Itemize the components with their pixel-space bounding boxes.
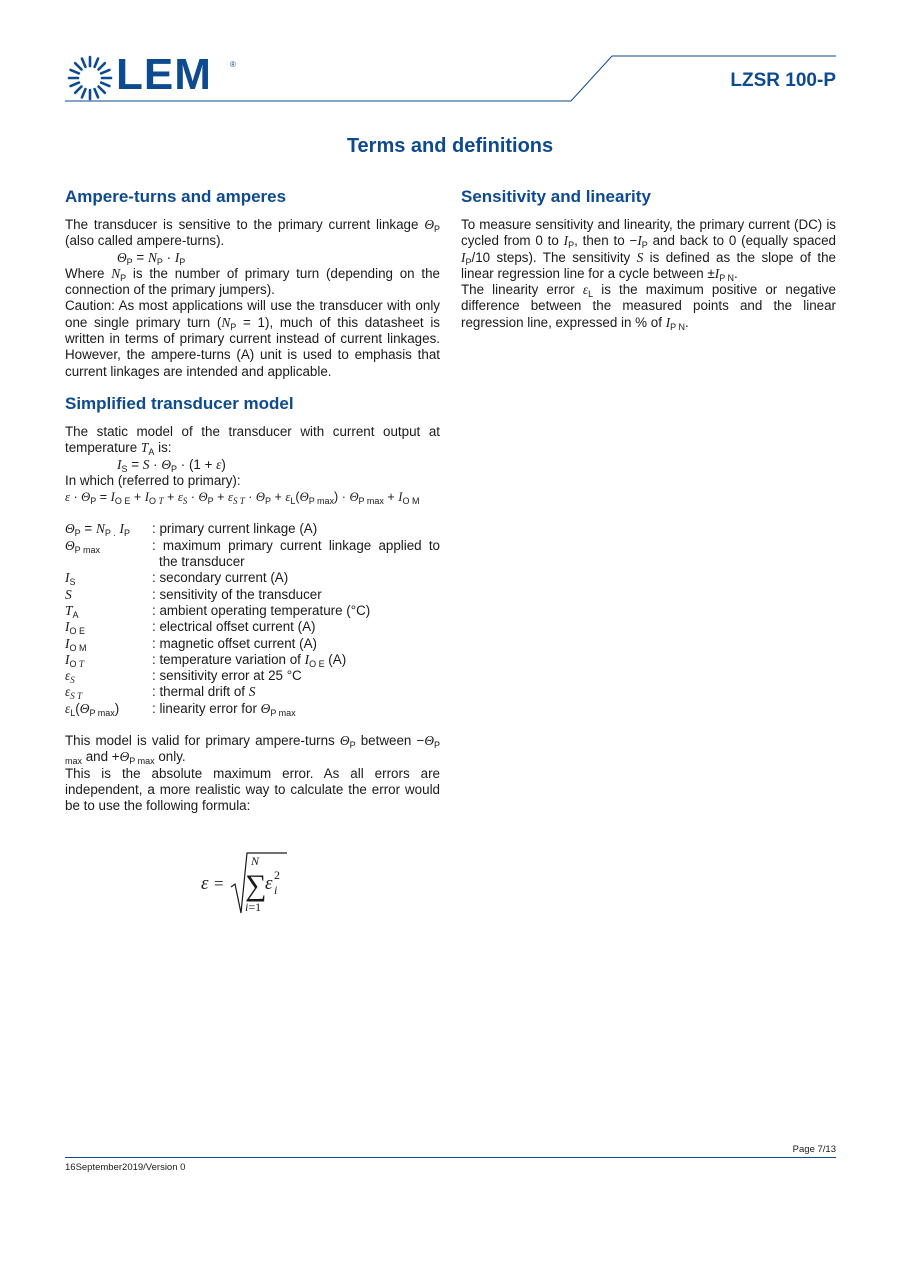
page-number: Page 7/13: [792, 1144, 836, 1155]
svg-text:2: 2: [274, 867, 280, 882]
sunburst-ray: [98, 86, 104, 92]
paragraph: The transducer is sensitive to the primary current linkage $\Theta_P$ (also called ampere-turns).: [65, 217, 440, 249]
definition-row: $I_{O E}$ : electrical offset current (A): [65, 619, 316, 637]
sunburst-ray: [71, 83, 79, 86]
paragraph-linearity: The linearity error $\varepsilon_L$ is the maximum positive or negative difference between the measured points and the linear regression line, expressed in % of $I_{P N}$.: [461, 282, 836, 332]
svg-text:ε: ε: [201, 872, 209, 894]
sunburst-ray: [95, 89, 98, 97]
sunburst-ray: [82, 59, 85, 67]
paragraph: In which (referred to primary):: [65, 472, 241, 488]
paragraph-sensitivity: To measure sensitivity and linearity, the primary current (DC) is cycled from 0 to $I_P$, then to $-I_P$ and back to 0 (equally spaced $I_P/10$ steps). The sensitivity S is defined as the slope of the linear regression line for a cycle between $\pm I_{P N}$.: [461, 217, 836, 283]
registered-mark: ®: [230, 60, 236, 69]
svg-text:N: N: [251, 853, 260, 868]
paragraph-validity: This model is valid for primary ampere-turns $\Theta_P$ between $-\Theta_{P max}$ and $+\Theta_{P max}$ only.: [65, 733, 441, 767]
product-code: LZSR 100-P: [730, 70, 836, 91]
sunburst-ray: [75, 86, 81, 92]
equation-theta-p: $\Theta_P = N_P \cdot I_P$: [117, 249, 186, 267]
spacer: [65, 505, 440, 521]
svg-text:∑: ∑: [245, 868, 267, 902]
lem-logo: [66, 50, 241, 102]
sunburst-icon: [66, 54, 114, 102]
sunburst-ray: [101, 70, 109, 73]
definition-row: $\Theta_{P max}$ : maximum primary current linkage applied to the transducer: [65, 537, 440, 570]
left-column: [65, 186, 440, 921]
sunburst-ray: [98, 63, 104, 69]
spacer: [65, 717, 440, 733]
sunburst-ray: [75, 63, 81, 69]
definition-row: $\varepsilon_{S T}$ : thermal drift of S: [65, 684, 256, 702]
sunburst-ray: [71, 70, 79, 73]
page-title: Terms and definitions: [346, 135, 554, 157]
logo-wordmark: LEM: [116, 50, 212, 99]
sunburst-ray: [82, 89, 85, 97]
definition-row: $\Theta_P = N_{P .}$ $I_P$ : primary current linkage (A): [65, 521, 318, 539]
section-heading-transducer-model: Simplified transducer model: [65, 393, 294, 413]
svg-text:ε: ε: [265, 872, 273, 894]
definition-row: $I_{O T}$ : temperature variation of $I_{O E}$ (A): [65, 651, 347, 669]
rss-error-formula: [201, 851, 301, 921]
right-column: [461, 186, 836, 331]
paragraph-caution: Caution: As most applications will use the transducer with only one single primary turn $(N_P = 1)$, much of this datasheet is written in terms of primary current instead of current linkages. However, the ampere-turns (A) unit is used to emphasis that current linkages are intended and applicable.: [65, 298, 440, 379]
section-heading-ampere-turns: Ampere-turns and amperes: [65, 187, 287, 206]
definition-row: $\varepsilon_L(\Theta_{P max})$ : linearity error for $\Theta_{P max}$: [65, 700, 296, 718]
paragraph: The static model of the transducer with current output at temperature $T_A$ is:: [65, 423, 440, 458]
equation-error-model: $\varepsilon \cdot \Theta_P = I_{O E} + I_{O T} + \varepsilon_S \cdot \Theta_P + \varepsilon_{S T} \cdot \Theta_P + \varepsilon_L(\Theta_{P max}) \cdot \Theta_{P max} + I_{O M}$: [65, 490, 420, 507]
symbol-definitions-table: [65, 521, 440, 717]
paragraph-realistic-error: This is the absolute maximum error. As all errors are independent, a more realistic way to calculate the error would be to use the following formula:: [65, 765, 440, 814]
definition-row: $I_{O M}$ : magnetic offset current (A): [65, 635, 317, 653]
sunburst-ray: [101, 83, 109, 86]
version-label: 16September2019/Version 0: [65, 1162, 186, 1173]
definition-row: S : sensitivity of the transducer: [65, 586, 322, 602]
sunburst-ray: [95, 59, 98, 67]
svg-text:i=1: i=1: [245, 899, 262, 914]
paragraph: Where $N_P$ is the number of primary turn (depending on the connection of the primary jumpers).: [65, 265, 440, 298]
svg-text:=: =: [214, 873, 224, 893]
svg-text:i: i: [274, 882, 278, 897]
definition-row: $T_A$ : ambient operating temperature (°C): [65, 602, 371, 620]
definition-row: $I_S$ : secondary current (A): [65, 570, 289, 588]
equation-output-current: $I_S = S \cdot \Theta_P \cdot (1 + \varepsilon)$: [117, 456, 226, 474]
footer-rule: [65, 1157, 836, 1158]
definition-row: $\varepsilon_S$ : sensitivity error at 25 °C: [65, 668, 302, 686]
section-heading-sensitivity-linearity: Sensitivity and linearity: [461, 187, 651, 206]
